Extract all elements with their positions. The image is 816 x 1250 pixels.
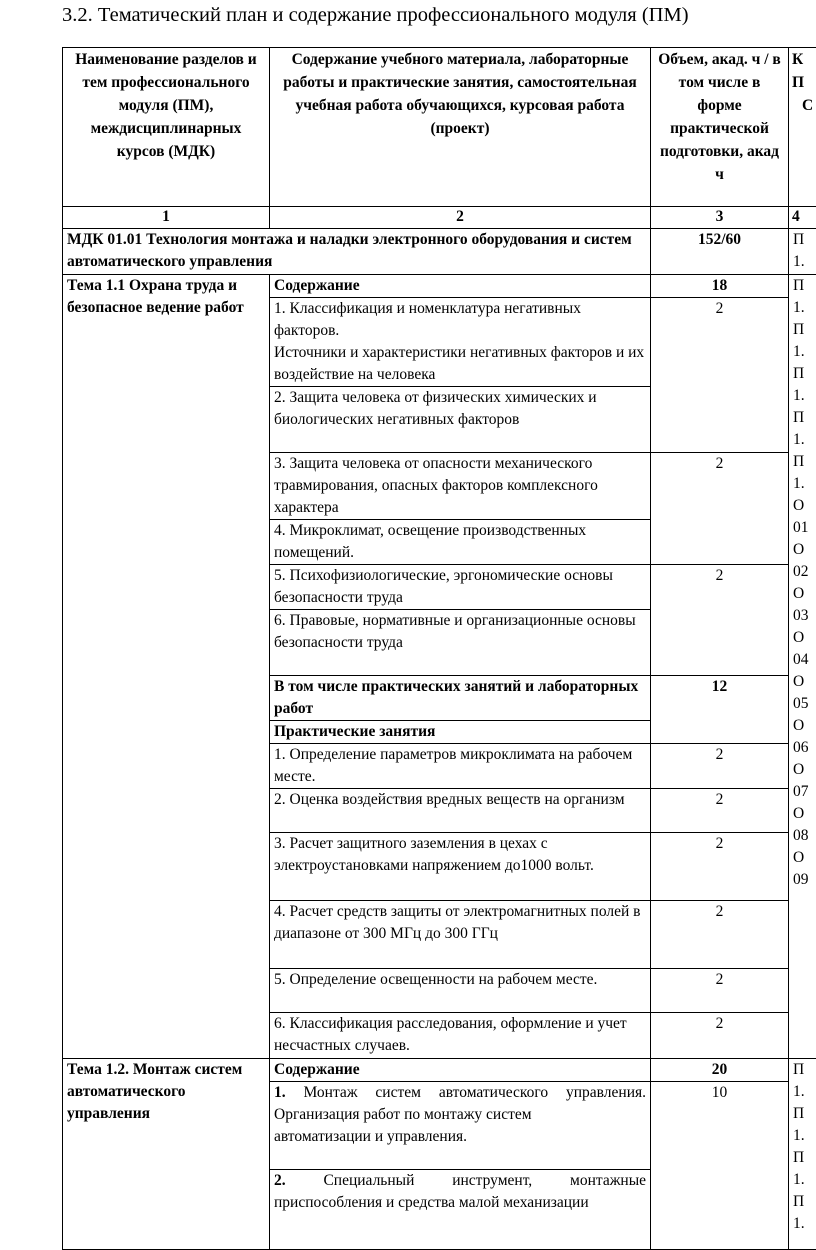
competency-code: О <box>793 803 816 825</box>
practice-hours: 2 <box>651 1013 789 1059</box>
topic1-content-row <box>63 275 816 298</box>
header-competencies-line: С <box>792 94 816 117</box>
competency-code: 1. <box>793 341 816 363</box>
header-competencies-line: К <box>792 48 816 71</box>
topic1-content-label: Содержание <box>270 275 651 298</box>
topic2-item-text: автоматизации и управления. <box>274 1126 646 1148</box>
mdk-title: МДК 01.01 Технология монтажа и наладки электронного оборудования и систем автоматического управления <box>63 229 651 275</box>
competency-code: П <box>793 407 816 429</box>
topic2-name: Тема 1.2. Монтаж систем автоматического управления <box>63 1059 270 1250</box>
competency-code: О <box>793 495 816 517</box>
practice-hours: 2 <box>651 969 789 1013</box>
mdk-row <box>63 229 816 275</box>
table-header-row <box>63 48 816 207</box>
topic2-content-label: Содержание <box>270 1059 651 1082</box>
column-number: 3 <box>651 207 789 229</box>
competency-code: 07 <box>793 781 816 803</box>
competency-code: 08 <box>793 825 816 847</box>
practice-text: 4. Расчет средств защиты от электромагнитных полей в диапазоне от 300 МГц до 300 ГГц <box>270 901 651 969</box>
topic2-item-number: 2. <box>274 1172 286 1189</box>
topic2-item-body <box>274 1082 646 1126</box>
competency-code: О <box>793 583 816 605</box>
competency-code: 05 <box>793 693 816 715</box>
competency-code: 1. <box>793 429 816 451</box>
thematic-plan-table <box>62 47 816 1250</box>
mdk-competencies <box>789 229 816 275</box>
competency-code: П <box>793 1059 816 1081</box>
competency-code: О <box>793 627 816 649</box>
topic1-practice-total-hours: 12 <box>651 676 789 744</box>
competency-code: О <box>793 715 816 737</box>
competency-code: О <box>793 759 816 781</box>
topic1-practice-label: Практические занятия <box>270 721 651 744</box>
topic1-content-hours: 18 <box>651 275 789 298</box>
competency-code: 1. <box>793 251 816 273</box>
topic1-item: 4. Микроклимат, освещение производственных помещений. <box>270 520 651 565</box>
topic2-competencies <box>789 1059 816 1250</box>
topic1-item: 3. Защита человека от опасности механического травмирования, опасных факторов комплексного характера <box>270 453 651 520</box>
competency-code: 1. <box>793 297 816 319</box>
header-hours: Объем, акад. ч / в том числе в форме практической подготовки, акад ч <box>651 48 789 207</box>
competency-code: 02 <box>793 561 816 583</box>
competency-code: П <box>793 1147 816 1169</box>
competency-code: 1. <box>793 1081 816 1103</box>
topic1-competencies <box>789 275 816 1059</box>
competency-code: О <box>793 539 816 561</box>
topic2-item <box>270 1082 651 1170</box>
practice-hours: 2 <box>651 744 789 789</box>
topic2-content-hours: 20 <box>651 1059 789 1082</box>
competency-code: 1. <box>793 1213 816 1235</box>
practice-hours: 2 <box>651 901 789 969</box>
topic2-item-text: Специальный инструмент, монтажные приспособления и средства малой механизации <box>274 1172 646 1211</box>
topic1-item: 6. Правовые, нормативные и организационные основы безопасности труда <box>270 610 651 676</box>
topic1-item-text: Источники и характеристики негативных факторов и их воздействие на человека <box>274 342 646 386</box>
competency-code: 09 <box>793 869 816 891</box>
competency-code: 1. <box>793 473 816 495</box>
topic2-item-body <box>274 1170 646 1214</box>
competency-code: П <box>793 1191 816 1213</box>
competency-code: 06 <box>793 737 816 759</box>
practice-text: 6. Классификация расследования, оформление и учет несчастных случаев. <box>270 1013 651 1059</box>
competency-code: П <box>793 229 816 251</box>
header-competencies-line: П <box>792 71 816 94</box>
topic2-item <box>270 1170 651 1250</box>
competency-code: 1. <box>793 1125 816 1147</box>
column-numbers-row <box>63 207 816 229</box>
column-number: 1 <box>63 207 270 229</box>
topic1-items-hours: 2 <box>651 453 789 565</box>
competency-code: П <box>793 319 816 341</box>
topic1-item: 2. Защита человека от физических химических и биологических негативных факторов <box>270 387 651 453</box>
competency-code: П <box>793 451 816 473</box>
page-title: 3.2. Тематический план и содержание профессионального модуля (ПМ) <box>62 4 689 27</box>
practice-hours: 2 <box>651 833 789 901</box>
practice-text: 3. Расчет защитного заземления в цехах с электроустановками напряжением до1000 вольт. <box>270 833 651 901</box>
header-sections-topics: Наименование разделов и тем профессионального модуля (ПМ), междисциплинарных курсов (МДК) <box>63 48 270 207</box>
header-content: Содержание учебного материала, лабораторные работы и практические занятия, самостоятельная учебная работа обучающихся, курсовая работа (проект) <box>270 48 651 207</box>
competency-code: 1. <box>793 1169 816 1191</box>
competency-code: 03 <box>793 605 816 627</box>
mdk-hours: 152/60 <box>651 229 789 275</box>
competency-code: П <box>793 275 816 297</box>
topic1-item: 5. Психофизиологические, эргономические основы безопасности труда <box>270 565 651 610</box>
competency-code: 01 <box>793 517 816 539</box>
column-number: 4 <box>789 207 816 229</box>
competency-code: 04 <box>793 649 816 671</box>
topic2-items-hours: 10 <box>651 1082 789 1250</box>
topic2-item-number: 1. <box>274 1084 286 1101</box>
column-number: 2 <box>270 207 651 229</box>
topic1-name: Тема 1.1 Охрана труда и безопасное ведение работ <box>63 275 270 1059</box>
practice-text: 5. Определение освещенности на рабочем месте. <box>270 969 651 1013</box>
topic1-practice-total-label: В том числе практических занятий и лабораторных работ <box>270 676 651 721</box>
competency-code: О <box>793 671 816 693</box>
topic1-items-hours: 2 <box>651 565 789 676</box>
header-competencies <box>789 48 816 207</box>
practice-hours: 2 <box>651 789 789 833</box>
competency-code: П <box>793 363 816 385</box>
practice-text: 2. Оценка воздействия вредных веществ на организм <box>270 789 651 833</box>
competency-code: П <box>793 1103 816 1125</box>
topic1-items-hours: 2 <box>651 298 789 453</box>
topic1-item-text: 1. Классификация и номенклатура негативных факторов. <box>274 298 646 342</box>
competency-code: О <box>793 847 816 869</box>
topic2-content-row <box>63 1059 816 1082</box>
competency-code: 1. <box>793 385 816 407</box>
practice-text: 1. Определение параметров микроклимата на рабочем месте. <box>270 744 651 789</box>
topic1-item <box>270 298 651 387</box>
topic2-item-text: Монтаж систем автоматического управления. Организация работ по монтажу систем <box>274 1084 646 1123</box>
